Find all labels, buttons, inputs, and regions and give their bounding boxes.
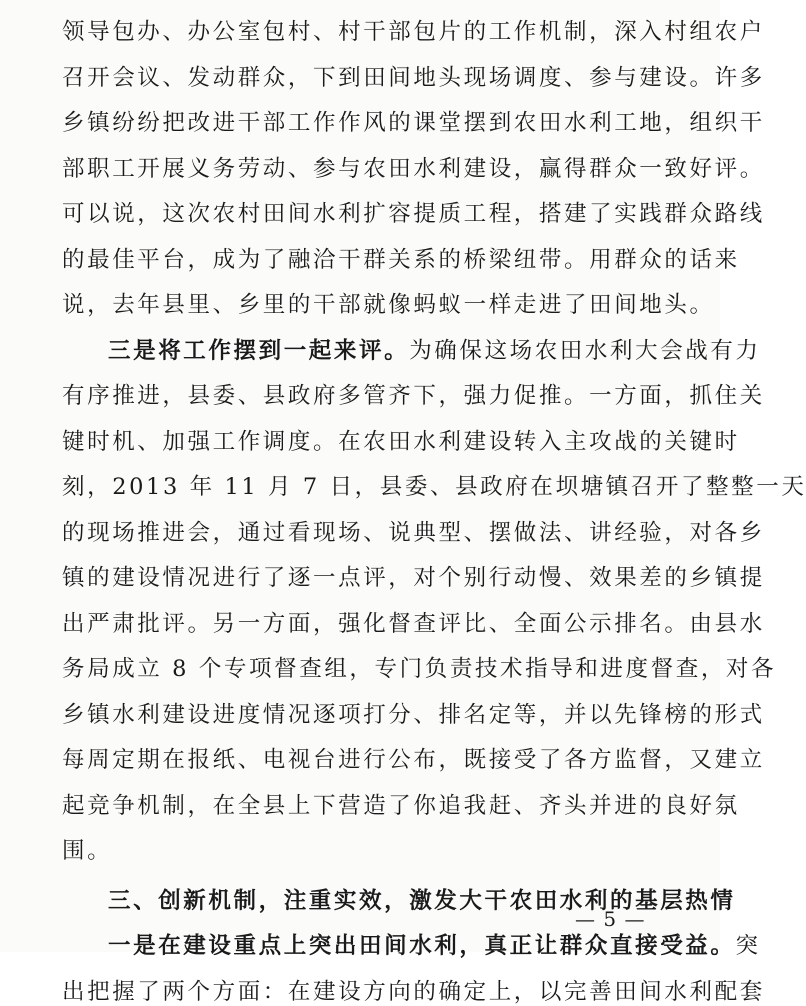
text-line: 围。 — [62, 838, 113, 864]
text-line: 键时机、加强工作调度。在农田水利建设转入主攻战的关键时 — [62, 428, 740, 455]
text-line: 的现场推进会，通过看现场、说典型、摆做法、讲经验，对各乡 — [62, 519, 765, 546]
text-line: 的最佳平台，成为了融洽干群关系的桥梁纽带。用群众的话来 — [62, 246, 740, 273]
text-line: 起竞争机制，在全县上下营造了你追我赶、齐头并进的良好氛 — [62, 792, 740, 819]
paragraph-first-line — [108, 337, 761, 365]
text-line: 务局成立 8 个专项督查组，专门负责技术指导和进度督查，对各 — [62, 656, 777, 682]
text-line: 可以说，这次农村田间水利扩容提质工程，搭建了实践群众路线 — [62, 201, 765, 227]
paragraph-text: 为确保这场农田水利大会战有力 — [409, 337, 761, 364]
text-line: 说，去年县里、乡里的干部就像蚂蚁一样走进了田间地头。 — [62, 292, 715, 318]
text-line: 召开会议、发动群众，下到田间地头现场调度、参与建设。许多 — [62, 64, 765, 91]
text-line: 部职工开展义务劳动、参与农田水利建设，赢得群众一致好评。 — [62, 155, 765, 182]
text-line: 有序推进，县委、县政府多管齐下，强力促推。一方面，抓住关 — [62, 383, 765, 409]
text-line: 出把握了两个方面：在建设方向的确定上，以完善田间水利配套 — [62, 978, 765, 1005]
text-line: 出严肃批评。另一方面，强化督查评比、全面公示排名。由县水 — [62, 610, 765, 637]
section-heading: 三、创新机制，注重实效，激发大干农田水利的基层热情 — [108, 887, 736, 914]
page-number: — 5 — — [575, 907, 646, 931]
paragraph-lead: 一是在建设重点上突出田间水利，真正让群众直接受益。 — [108, 933, 736, 959]
text-line: 乡镇纷纷把改进干部工作作风的课堂摆到农田水利工地，组织干 — [62, 110, 765, 136]
text-line: 每周定期在报纸、电视台进行公布，既接受了各方监督，又建立 — [62, 747, 765, 773]
paragraph-lead: 三是将工作摆到一起来评。 — [108, 337, 410, 364]
paragraph-text: 突 — [735, 933, 761, 959]
text-line: 刻，2013 年 11 月 7 日，县委、县政府在坝塘镇召开了整整一天 — [62, 474, 806, 500]
text-line: 镇的建设情况进行了逐一点评，对个别行动慢、效果差的乡镇提 — [62, 565, 765, 591]
paragraph-first-line — [108, 932, 761, 960]
text-line: 乡镇水利建设进度情况逐项打分、排名定等，并以先锋榜的形式 — [62, 701, 765, 728]
text-line: 领导包办、办公室包村、村干部包片的工作机制，深入村组农户 — [62, 19, 765, 45]
